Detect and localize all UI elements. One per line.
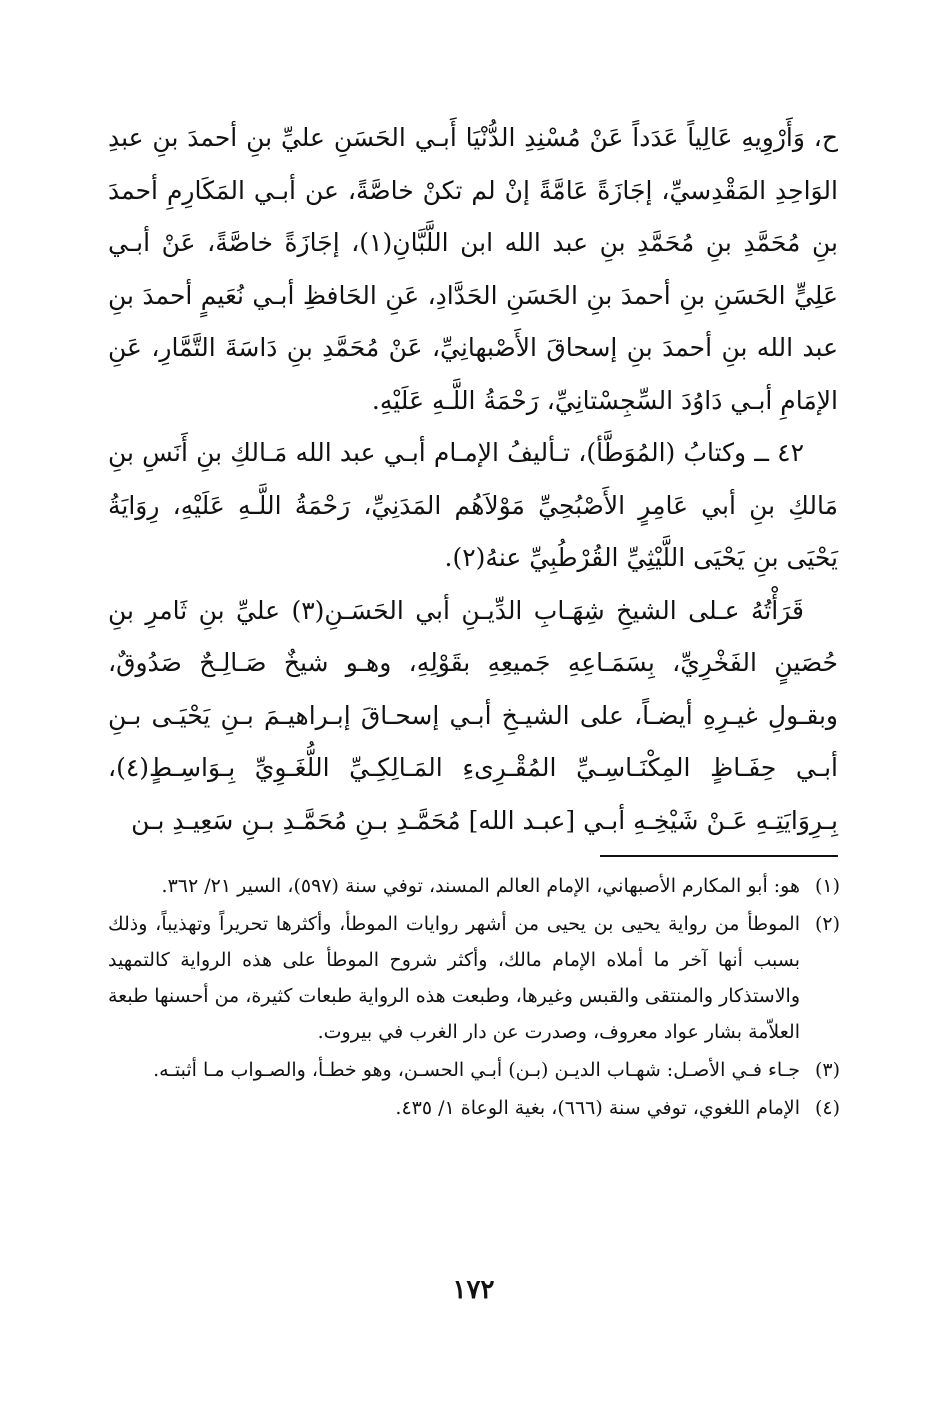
footnote-text: الموطأ من رواية يحيى بن يحيى من أشهر روايات الموطأ، وأكثرها تحريراً وتهذيباً، وذلك بسبب أنها آخر ما أملاه الإمام مالك، وأكثر شروح الموطأ على هذه الرواية كالتمهيد والاستذكار والمنتقى والقبس وغيرها، وطبعت هذه الرواية طبعات كثيرة، من أحسنها طبعة العلاّمة بشار عواد معروف، وصدرت عن دار الغرب في بيروت.	[108, 913, 800, 1043]
footnotes	[108, 868, 840, 1128]
footnote-text: الإمام اللغوي، توفي سنة (٦٦٦)، بغية الوعاة ١/ ٤٣٥.	[395, 1097, 800, 1119]
paragraph-item-42: ٤٢ ــ وكتابُ (المُوَطَّأ)، تـأليفُ الإمـام أبـي عبد الله مَـالكِ بنِ أَنَسِ بنِ مَالكِ بنِ أبي عَامِرٍ الأَصْبُحِيِّ مَوْلاَهُم المَدَنِيِّ، رَحْمَةُ اللَّـهِ عَلَيْهِ، رِوَايَةُ يَحْيَى بنِ يَحْيَى اللَّيْثِيِّ القُرْطُبِيِّ عنهُ(٢).	[108, 438, 838, 572]
footnote-number: (٣)	[814, 1059, 840, 1081]
paragraph-reading: قَرَأْتُهُ عـلى الشيخِ شِهَـابِ الدِّيـنِ أبي الحَسَـنِ(٣) عليِّ بنِ ثَامرِ بنِ حُصَينٍ الفَخْرِيِّ، بِسَمَـاعِهِ جَميعِهِ بقَوْلِهِ، وهـو شيخٌ صَـالِـحٌ صَدُوقٌ، وبقـولِ غيـرِهِ أيضـاً، على الشيـخِ أبـي إسحـاقَ إبـراهيـمَ بـنِ يَحْيَـى بـنِ أبـي حِفَـاظٍ المِكْنَـاسِـيِّ المُقْـرِىءِ المَـالِكِـيِّ اللُّغَـوِيِّ بِـوَاسِـطٍ(٤)، بِـرِوَايَتِـهِ عَـنْ شَيْخِـهِ أبـي [عبـد الله] مُحَمَّـدِ بـنِ مُحَمَّـدِ بـنِ سَعِيـدِ بـن	[108, 595, 838, 835]
footnote-3	[108, 1052, 840, 1088]
footnote-separator	[600, 855, 838, 857]
paragraph-isnad: ح، وَأَرْوِيهِ عَالِياً عَدَداً عَنْ مُسْنِدِ الدُّنْيَا أَبـي الحَسَنِ عليِّ بنِ أحمدَ بنِ عبدِ الوَاحِدِ المَقْدِسيِّ، إجَازَةً عَامَّةً إنْ لم تكنْ خاصَّةً، عن أبـي المَكَارِمِ أحمدَ بنِ مُحَمَّدِ بنِ مُحَمَّدِ بنِ عبد الله ابن اللَّبَّانِ(١)، إجَازَةً خاصَّةً، عَنْ أبـي عَلِيٍّ الحَسَنِ بنِ أحمدَ بنِ الحَسَنِ الحَدَّادِ، عَنِ الحَافظِ أبـي نُعَيمٍ أحمدَ بنِ عبد الله بنِ أحمدَ بنِ إسحاقَ الأَصْبهانِيِّ، عَنْ مُحَمَّدِ بنِ دَاسَةَ التَّمَّارِ، عَنِ الإمَامِ أبـي دَاوُدَ السِّجِسْتانِيِّ، رَحْمَةُ اللَّـهِ عَلَيْهِ.	[108, 123, 838, 415]
footnote-1	[108, 868, 840, 904]
footnote-number: (٢)	[814, 913, 840, 935]
footnote-text: هو: أبو المكارم الأصبهاني، الإمام العالم المسند، توفي سنة (٥٩٧)، السير ٢١/ ٣٦٢.	[161, 875, 800, 897]
page-number: ١٧٢	[452, 1275, 495, 1305]
footnote-2	[108, 906, 840, 1050]
footnote-number: (٤)	[814, 1097, 840, 1119]
main-text	[108, 112, 838, 847]
footnote-number: (١)	[814, 875, 840, 897]
footnote-4	[108, 1090, 840, 1126]
footnote-text: جـاء فـي الأصـل: شهـاب الديـن (بـن) أبـي الحسـن، وهو خطـأ، والصـواب مـا أثبتـه.	[153, 1059, 800, 1081]
